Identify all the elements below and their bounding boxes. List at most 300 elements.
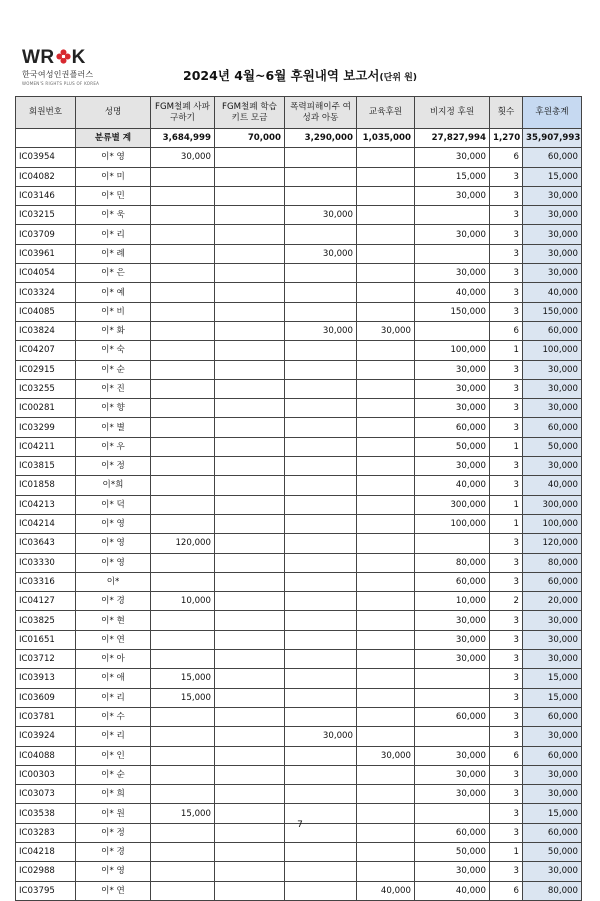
cell-violence	[285, 842, 357, 861]
cell-education	[357, 765, 415, 784]
cell-name: 이* 연	[76, 630, 151, 649]
logo-korean-name: 한국여성인권플러스	[22, 70, 94, 79]
cell-fgm-rescue	[151, 707, 215, 726]
cell-unspecified: 30,000	[415, 379, 490, 398]
cell-member-id: IC03255	[16, 379, 76, 398]
cell-count: 3	[490, 225, 523, 244]
cell-unspecified: 30,000	[415, 785, 490, 804]
summary-education: 1,035,000	[357, 129, 415, 148]
cell-count: 3	[490, 785, 523, 804]
table-row	[16, 534, 582, 553]
cell-member-id: IC04088	[16, 746, 76, 765]
cell-fgm-rescue: 15,000	[151, 804, 215, 823]
cell-member-id: IC03825	[16, 611, 76, 630]
cell-unspecified: 40,000	[415, 476, 490, 495]
summary-count: 1,270	[490, 129, 523, 148]
cell-name: 이* 은	[76, 264, 151, 283]
cell-member-id: IC03961	[16, 244, 76, 263]
table-row	[16, 321, 582, 340]
cell-fgm-kit	[215, 727, 285, 746]
table-row	[16, 264, 582, 283]
cell-unspecified	[415, 669, 490, 688]
cell-total: 30,000	[523, 457, 582, 476]
cell-fgm-kit	[215, 476, 285, 495]
cell-total: 15,000	[523, 669, 582, 688]
cell-unspecified: 150,000	[415, 302, 490, 321]
cell-unspecified: 60,000	[415, 418, 490, 437]
logo-wordmark: WR K	[22, 47, 86, 68]
cell-count: 3	[490, 534, 523, 553]
cell-fgm-kit	[215, 418, 285, 437]
table-row	[16, 418, 582, 437]
cell-fgm-rescue	[151, 727, 215, 746]
cell-member-id: IC03709	[16, 225, 76, 244]
cell-name: 이* 별	[76, 418, 151, 437]
cell-education	[357, 495, 415, 514]
cell-count: 3	[490, 727, 523, 746]
report-unit: (단위 원)	[379, 73, 417, 83]
cell-fgm-kit	[215, 186, 285, 205]
table-row	[16, 283, 582, 302]
cell-fgm-rescue	[151, 476, 215, 495]
cell-fgm-kit	[215, 611, 285, 630]
cell-education	[357, 437, 415, 456]
cell-education	[357, 186, 415, 205]
cell-fgm-kit	[215, 534, 285, 553]
cell-unspecified: 40,000	[415, 881, 490, 900]
cell-member-id: IC03712	[16, 650, 76, 669]
cell-total: 30,000	[523, 186, 582, 205]
cell-count: 3	[490, 669, 523, 688]
cell-name: 이* 수	[76, 707, 151, 726]
cell-total: 50,000	[523, 437, 582, 456]
cell-fgm-rescue: 15,000	[151, 688, 215, 707]
cell-name: 이* 리	[76, 727, 151, 746]
cell-fgm-rescue	[151, 495, 215, 514]
cell-unspecified	[415, 321, 490, 340]
cell-total: 30,000	[523, 765, 582, 784]
summary-fgm-kit: 70,000	[215, 129, 285, 148]
cell-violence	[285, 669, 357, 688]
cell-name: 이* 희	[76, 785, 151, 804]
cell-total: 100,000	[523, 514, 582, 533]
cell-count: 6	[490, 881, 523, 900]
cell-name: 이* 숙	[76, 341, 151, 360]
cell-education	[357, 167, 415, 186]
cell-education	[357, 669, 415, 688]
cell-count: 3	[490, 457, 523, 476]
cell-name: 이* 덕	[76, 495, 151, 514]
cell-unspecified	[415, 244, 490, 263]
header-education: 교육후원	[357, 97, 415, 129]
cell-count: 3	[490, 264, 523, 283]
cell-fgm-kit	[215, 321, 285, 340]
cell-member-id: IC03324	[16, 283, 76, 302]
cell-name: 이* 정	[76, 823, 151, 842]
cell-fgm-rescue: 15,000	[151, 669, 215, 688]
cell-education	[357, 785, 415, 804]
cell-name: 이* 경	[76, 842, 151, 861]
table-row	[16, 746, 582, 765]
cell-member-id: IC03913	[16, 669, 76, 688]
cell-total: 60,000	[523, 572, 582, 591]
cell-education	[357, 379, 415, 398]
cell-education	[357, 514, 415, 533]
cell-name: 이* 례	[76, 244, 151, 263]
cell-count: 6	[490, 148, 523, 167]
table-row	[16, 572, 582, 591]
cell-unspecified: 100,000	[415, 341, 490, 360]
cell-violence	[285, 862, 357, 881]
cell-education	[357, 592, 415, 611]
cell-violence	[285, 379, 357, 398]
table-row	[16, 842, 582, 861]
cell-fgm-kit	[215, 630, 285, 649]
table-row	[16, 341, 582, 360]
cell-violence	[285, 707, 357, 726]
cell-fgm-rescue	[151, 553, 215, 572]
cell-count: 1	[490, 842, 523, 861]
cell-count: 1	[490, 514, 523, 533]
table-row	[16, 630, 582, 649]
cell-unspecified: 50,000	[415, 437, 490, 456]
cell-unspecified: 30,000	[415, 765, 490, 784]
cell-count: 3	[490, 399, 523, 418]
cell-name: 이* 영	[76, 553, 151, 572]
cell-violence	[285, 399, 357, 418]
cell-member-id: IC04207	[16, 341, 76, 360]
cell-total: 30,000	[523, 785, 582, 804]
cell-total: 50,000	[523, 842, 582, 861]
logo-english-name: WOMEN'S RIGHTS PLUS OF KOREA	[22, 81, 100, 86]
cell-education	[357, 206, 415, 225]
header-name: 성명	[76, 97, 151, 129]
cell-total: 30,000	[523, 379, 582, 398]
cell-count: 3	[490, 476, 523, 495]
cell-violence	[285, 688, 357, 707]
cell-fgm-kit	[215, 225, 285, 244]
cell-violence	[285, 495, 357, 514]
cell-count: 3	[490, 186, 523, 205]
cell-fgm-rescue	[151, 611, 215, 630]
cell-education: 30,000	[357, 746, 415, 765]
cell-name: 이* 진	[76, 379, 151, 398]
cell-name: 이* 화	[76, 321, 151, 340]
cell-fgm-rescue	[151, 881, 215, 900]
cell-count: 3	[490, 572, 523, 591]
summary-violence: 3,290,000	[285, 129, 357, 148]
cell-member-id: IC00303	[16, 765, 76, 784]
cell-count: 3	[490, 862, 523, 881]
cell-fgm-rescue	[151, 399, 215, 418]
cell-education	[357, 611, 415, 630]
cell-count: 3	[490, 283, 523, 302]
cell-unspecified: 30,000	[415, 264, 490, 283]
summary-total: 35,907,993	[523, 129, 582, 148]
cell-fgm-kit	[215, 785, 285, 804]
cell-fgm-kit	[215, 592, 285, 611]
cell-unspecified: 60,000	[415, 823, 490, 842]
cell-member-id: IC00281	[16, 399, 76, 418]
summary-label: 분류별 계	[76, 129, 151, 148]
cell-education	[357, 457, 415, 476]
cell-total: 15,000	[523, 688, 582, 707]
header-total: 후원총계	[523, 97, 582, 129]
cell-fgm-kit	[215, 302, 285, 321]
cell-unspecified	[415, 534, 490, 553]
cell-count: 3	[490, 611, 523, 630]
cell-member-id: IC01651	[16, 630, 76, 649]
cell-count: 3	[490, 379, 523, 398]
cell-count: 6	[490, 746, 523, 765]
table-row	[16, 611, 582, 630]
cell-member-id: IC03795	[16, 881, 76, 900]
table-row	[16, 379, 582, 398]
cell-fgm-rescue	[151, 244, 215, 263]
flower-icon	[56, 49, 71, 64]
cell-name: 이* 우	[76, 437, 151, 456]
cell-total: 60,000	[523, 418, 582, 437]
donation-table	[15, 96, 582, 901]
cell-fgm-kit	[215, 167, 285, 186]
cell-fgm-kit	[215, 457, 285, 476]
cell-fgm-kit	[215, 862, 285, 881]
cell-fgm-rescue	[151, 862, 215, 881]
cell-education	[357, 244, 415, 263]
cell-fgm-rescue	[151, 514, 215, 533]
table-row	[16, 148, 582, 167]
table-row	[16, 186, 582, 205]
cell-name: 이* 리	[76, 225, 151, 244]
cell-education: 30,000	[357, 321, 415, 340]
cell-count: 3	[490, 360, 523, 379]
cell-education	[357, 264, 415, 283]
cell-member-id: IC04214	[16, 514, 76, 533]
cell-total: 60,000	[523, 823, 582, 842]
cell-education	[357, 476, 415, 495]
cell-total: 30,000	[523, 650, 582, 669]
cell-unspecified: 60,000	[415, 572, 490, 591]
cell-total: 30,000	[523, 399, 582, 418]
cell-violence	[285, 418, 357, 437]
cell-unspecified: 40,000	[415, 283, 490, 302]
cell-violence	[285, 630, 357, 649]
cell-violence	[285, 572, 357, 591]
cell-education	[357, 650, 415, 669]
cell-violence	[285, 186, 357, 205]
cell-violence	[285, 746, 357, 765]
cell-name: 이* 정	[76, 457, 151, 476]
cell-member-id: IC04213	[16, 495, 76, 514]
table-row	[16, 669, 582, 688]
cell-member-id: IC04218	[16, 842, 76, 861]
header-member-id: 회원번호	[16, 97, 76, 129]
summary-unspecified: 27,827,994	[415, 129, 490, 148]
cell-violence	[285, 765, 357, 784]
table-header-row	[16, 97, 582, 129]
table-row	[16, 688, 582, 707]
cell-unspecified: 30,000	[415, 225, 490, 244]
cell-fgm-kit	[215, 264, 285, 283]
cell-count: 3	[490, 206, 523, 225]
cell-name: 이* 아	[76, 650, 151, 669]
cell-total: 15,000	[523, 167, 582, 186]
cell-fgm-rescue: 120,000	[151, 534, 215, 553]
cell-unspecified: 15,000	[415, 167, 490, 186]
table-row	[16, 225, 582, 244]
cell-name: 이* 인	[76, 746, 151, 765]
cell-violence	[285, 167, 357, 186]
cell-fgm-rescue	[151, 765, 215, 784]
table-row	[16, 707, 582, 726]
table-row	[16, 206, 582, 225]
cell-total: 30,000	[523, 264, 582, 283]
cell-member-id: IC03538	[16, 804, 76, 823]
cell-total: 30,000	[523, 862, 582, 881]
cell-name: 이* 순	[76, 360, 151, 379]
cell-unspecified	[415, 688, 490, 707]
cell-unspecified: 30,000	[415, 399, 490, 418]
cell-name: 이* 리	[76, 688, 151, 707]
cell-fgm-rescue	[151, 746, 215, 765]
cell-violence: 30,000	[285, 727, 357, 746]
cell-fgm-rescue	[151, 302, 215, 321]
cell-violence	[285, 360, 357, 379]
cell-unspecified: 30,000	[415, 186, 490, 205]
cell-education	[357, 341, 415, 360]
cell-member-id: IC03316	[16, 572, 76, 591]
table-row	[16, 399, 582, 418]
cell-education: 40,000	[357, 881, 415, 900]
cell-count: 3	[490, 804, 523, 823]
cell-education	[357, 399, 415, 418]
report-title	[0, 66, 600, 84]
cell-member-id: IC03924	[16, 727, 76, 746]
cell-member-id: IC02988	[16, 862, 76, 881]
cell-count: 6	[490, 321, 523, 340]
cell-unspecified: 30,000	[415, 746, 490, 765]
cell-violence	[285, 611, 357, 630]
cell-member-id: IC02915	[16, 360, 76, 379]
cell-fgm-rescue	[151, 360, 215, 379]
cell-member-id: IC03609	[16, 688, 76, 707]
cell-unspecified: 30,000	[415, 457, 490, 476]
cell-member-id: IC04127	[16, 592, 76, 611]
table-row	[16, 495, 582, 514]
cell-member-id: IC01858	[16, 476, 76, 495]
table-row	[16, 476, 582, 495]
cell-member-id: IC03824	[16, 321, 76, 340]
cell-fgm-kit	[215, 572, 285, 591]
cell-count: 3	[490, 244, 523, 263]
cell-education	[357, 534, 415, 553]
header-fgm-kit: FGM철폐 학습키트 모금	[215, 97, 285, 129]
cell-total: 80,000	[523, 881, 582, 900]
summary-row	[16, 129, 582, 148]
cell-violence	[285, 225, 357, 244]
cell-fgm-rescue	[151, 572, 215, 591]
cell-count: 3	[490, 553, 523, 572]
cell-name: 이* 향	[76, 399, 151, 418]
cell-fgm-rescue	[151, 321, 215, 340]
cell-violence	[285, 592, 357, 611]
cell-violence	[285, 650, 357, 669]
cell-count: 3	[490, 823, 523, 842]
cell-total: 30,000	[523, 360, 582, 379]
table-row	[16, 244, 582, 263]
cell-fgm-kit	[215, 553, 285, 572]
cell-fgm-kit	[215, 707, 285, 726]
cell-fgm-kit	[215, 399, 285, 418]
cell-fgm-rescue	[151, 264, 215, 283]
cell-violence	[285, 437, 357, 456]
cell-education	[357, 630, 415, 649]
cell-fgm-rescue	[151, 418, 215, 437]
cell-name: 이* 연	[76, 881, 151, 900]
cell-fgm-rescue	[151, 186, 215, 205]
cell-count: 3	[490, 630, 523, 649]
cell-fgm-kit	[215, 244, 285, 263]
cell-fgm-kit	[215, 746, 285, 765]
cell-violence	[285, 457, 357, 476]
header-unspecified: 비지정 후원	[415, 97, 490, 129]
cell-violence	[285, 553, 357, 572]
cell-unspecified: 60,000	[415, 707, 490, 726]
cell-education	[357, 148, 415, 167]
cell-member-id: IC03073	[16, 785, 76, 804]
cell-name: 이* 영	[76, 862, 151, 881]
cell-fgm-rescue: 10,000	[151, 592, 215, 611]
cell-education	[357, 707, 415, 726]
cell-member-id: IC03146	[16, 186, 76, 205]
cell-member-id: IC03954	[16, 148, 76, 167]
cell-unspecified: 30,000	[415, 630, 490, 649]
cell-name: 이* 영	[76, 148, 151, 167]
page-number: 7	[297, 820, 303, 830]
table-row	[16, 167, 582, 186]
cell-violence: 30,000	[285, 206, 357, 225]
cell-member-id: IC03781	[16, 707, 76, 726]
cell-fgm-rescue	[151, 341, 215, 360]
cell-total: 300,000	[523, 495, 582, 514]
table-row	[16, 514, 582, 533]
cell-total: 40,000	[523, 283, 582, 302]
cell-fgm-rescue	[151, 283, 215, 302]
cell-education	[357, 360, 415, 379]
cell-count: 3	[490, 765, 523, 784]
cell-violence	[285, 476, 357, 495]
cell-fgm-rescue	[151, 225, 215, 244]
cell-member-id: IC04082	[16, 167, 76, 186]
cell-member-id: IC03330	[16, 553, 76, 572]
cell-name: 이* 예	[76, 283, 151, 302]
table-row	[16, 437, 582, 456]
cell-violence: 30,000	[285, 321, 357, 340]
cell-education	[357, 225, 415, 244]
cell-total: 15,000	[523, 804, 582, 823]
cell-fgm-rescue	[151, 206, 215, 225]
cell-violence	[285, 148, 357, 167]
cell-unspecified: 30,000	[415, 862, 490, 881]
summary-fgm-rescue: 3,684,999	[151, 129, 215, 148]
cell-total: 120,000	[523, 534, 582, 553]
cell-unspecified: 80,000	[415, 553, 490, 572]
cell-unspecified: 30,000	[415, 650, 490, 669]
table-row	[16, 881, 582, 900]
table-row	[16, 862, 582, 881]
cell-total: 30,000	[523, 727, 582, 746]
cell-total: 60,000	[523, 746, 582, 765]
